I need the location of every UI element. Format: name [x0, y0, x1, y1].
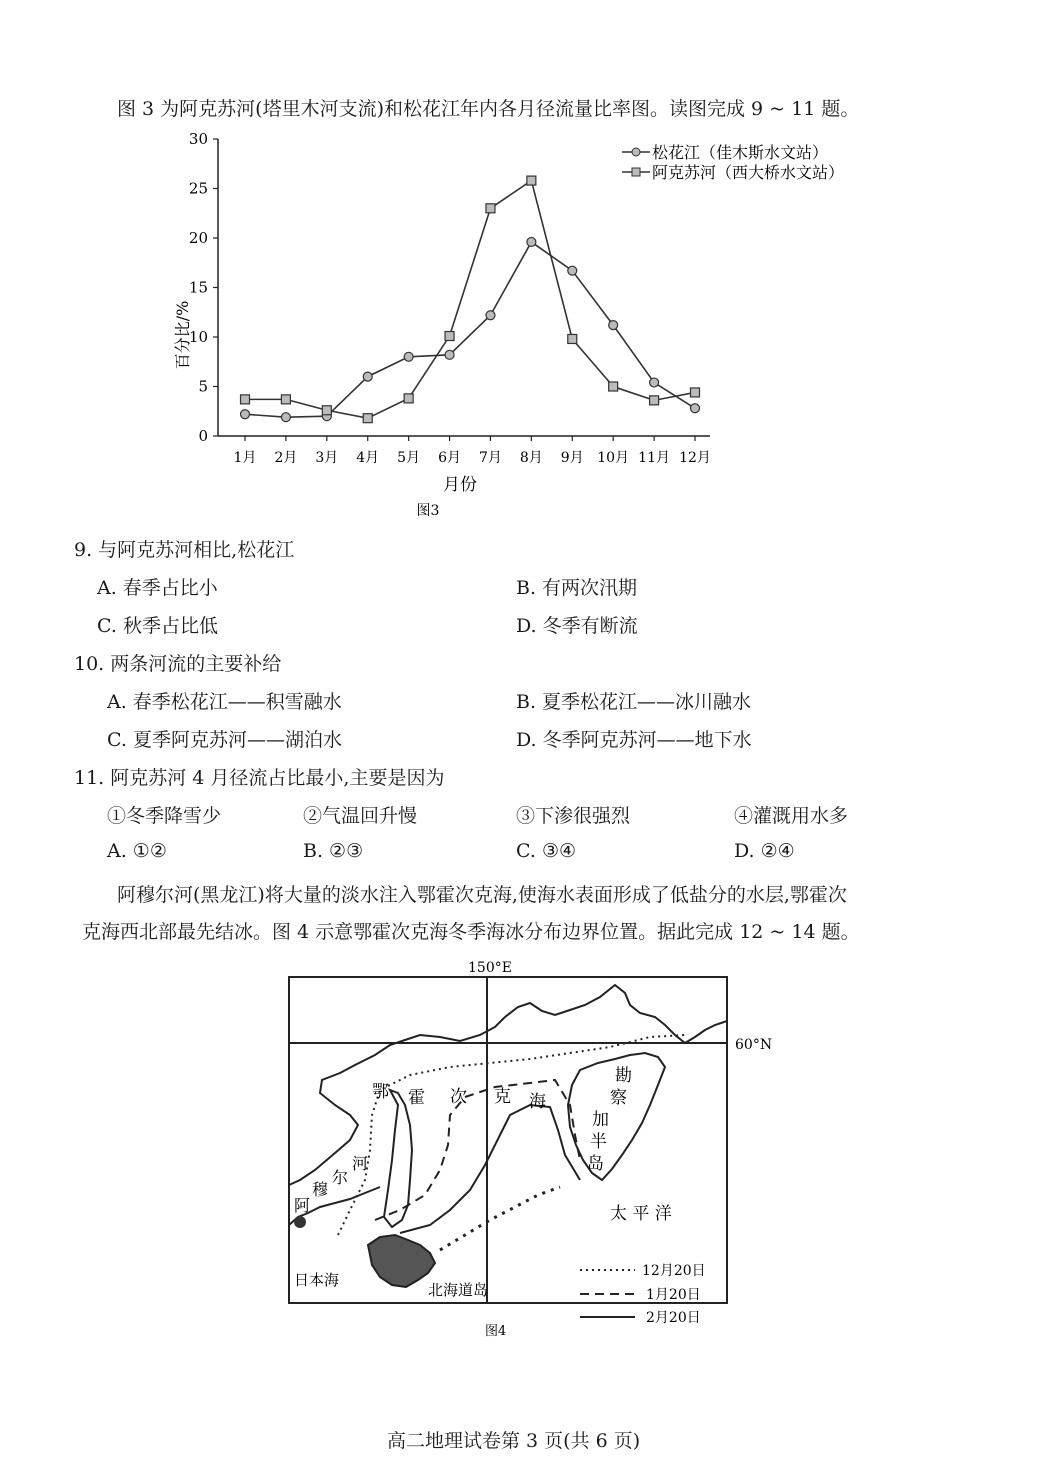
question-11-option-b: B. ②③ [303, 840, 364, 862]
lat-label: 60°N [735, 1037, 773, 1053]
series-0-point [445, 350, 454, 359]
y-tick-label: 25 [188, 179, 208, 198]
series-1-point [691, 388, 700, 397]
series-1-point [486, 204, 495, 213]
series-1-point [445, 332, 454, 341]
x-tick-label: 12月 [679, 450, 711, 466]
sea-char-1: 鄂 [372, 1082, 389, 1102]
chart-caption: 图3 [416, 503, 440, 519]
y-tick-label: 15 [188, 278, 208, 297]
question-10-option-c: C. 夏季阿克苏河——湖泊水 [107, 729, 342, 751]
question-11-statement-3: ③下渗很强烈 [516, 805, 631, 827]
x-tick-label: 10月 [597, 450, 630, 466]
question-10-option-d: D. 冬季阿克苏河——地下水 [516, 729, 752, 751]
ice-boundary-feb20 [400, 1105, 580, 1233]
sea-char-5: 海 [529, 1092, 546, 1112]
chart-y-ticks [189, 130, 218, 445]
series-0-point [609, 321, 618, 330]
river-mouth-marker [294, 1216, 306, 1228]
series-0-point [241, 410, 250, 419]
chart-series [241, 176, 700, 423]
y-tick-label: 10 [188, 328, 208, 346]
question-11-stem: 11. 阿克苏河 4 月径流占比最小,主要是因为 [74, 767, 445, 789]
legend-label-jan20: 1月20日 [646, 1287, 701, 1303]
pacific-label: 太 平 洋 [610, 1204, 672, 1224]
series-1-point [404, 394, 413, 403]
x-tick-label: 5月 [397, 450, 421, 466]
series-1-point [281, 395, 290, 404]
question-9-option-b: B. 有两次汛期 [516, 577, 638, 599]
river-char-2: 穆 [312, 1180, 329, 1199]
x-tick-label: 9月 [560, 450, 584, 466]
series-0-point [486, 311, 495, 320]
y-tick-label: 5 [198, 377, 208, 396]
hokkaido-island [368, 1235, 435, 1287]
question-11-option-c: C. ③④ [516, 840, 577, 862]
map-caption: 图4 [485, 1324, 507, 1339]
question-9-option-a: A. 春季占比小 [97, 577, 218, 599]
question-11-statement-4: ④灌溉用水多 [734, 805, 849, 827]
series-1-point [241, 395, 250, 404]
lon-label: 150°E [468, 960, 512, 976]
question-11-option-a: A. ①② [107, 840, 167, 862]
y-tick-label: 20 [188, 229, 208, 247]
intro-text-1: 图 3 为阿克苏河(塔里木河支流)和松花江年内各月径流量比率图。读图完成 9 ~ 11 题。 [117, 98, 860, 120]
ice-boundary-jan20 [375, 1080, 580, 1220]
intro-text-2-line-1: 阿穆尔河(黑龙江)将大量的淡水注入鄂霍次克海,使海水表面形成了低盐分的水层,鄂霍次 [117, 884, 847, 906]
legend-label-1: 阿克苏河（西大桥水文站） [652, 163, 845, 182]
map-frame [289, 977, 727, 1303]
x-tick-label: 1月 [233, 450, 257, 466]
chart-legend [622, 143, 844, 182]
legend-marker-1 [632, 168, 640, 176]
question-10-option-b: B. 夏季松花江——冰川融水 [516, 691, 752, 713]
peninsula-char-3: 加 [592, 1110, 609, 1130]
peninsula-char-1: 勘 [615, 1066, 632, 1086]
x-tick-label: 11月 [638, 450, 671, 466]
peninsula-char-4: 半 [590, 1132, 607, 1152]
x-tick-label: 7月 [478, 450, 502, 466]
question-10-option-a: A. 春季松花江——积雪融水 [107, 691, 342, 713]
series-0-point [527, 237, 536, 246]
x-tick-label: 6月 [438, 450, 462, 466]
river-char-1: 阿 [294, 1196, 311, 1215]
series-1-point [527, 176, 536, 185]
series-0-point [281, 413, 290, 422]
chart-x-label: 月份 [443, 475, 477, 495]
series-1-point [650, 396, 659, 405]
question-11-statement-1: ①冬季降雪少 [107, 805, 222, 827]
hokkaido-label: 北海道岛 [428, 1281, 489, 1299]
legend-marker-0 [632, 148, 640, 156]
legend-label-feb20: 2月20日 [646, 1310, 701, 1326]
japan-sea-label: 日本海 [294, 1271, 340, 1289]
kuril-islands [440, 1187, 560, 1250]
river-char-4: 河 [352, 1154, 369, 1173]
chart-x-ticks [234, 436, 711, 466]
series-1-point [363, 414, 372, 423]
series-0-point [650, 378, 659, 387]
x-tick-label: 4月 [356, 450, 380, 466]
question-11-option-d: D. ②④ [734, 840, 795, 862]
x-tick-label: 8月 [519, 450, 543, 466]
river-char-3: 尔 [332, 1168, 349, 1187]
series-1-point [322, 406, 331, 415]
legend-label-dec20: 12月20日 [642, 1263, 706, 1279]
intro-text-2-line-2: 克海西北部最先结冰。图 4 示意鄂霍次克海冬季海冰分布边界位置。据此完成 12 ~ 14 题。 [82, 921, 860, 943]
map-legend [580, 1263, 706, 1326]
series-0-point [568, 266, 577, 275]
peninsula-char-5: 岛 [587, 1154, 604, 1174]
chart-y-label: 百分比/% [173, 300, 192, 370]
y-tick-label: 30 [188, 130, 208, 148]
question-9-option-d: D. 冬季有断流 [516, 615, 638, 637]
sea-char-3: 次 [450, 1087, 467, 1107]
x-tick-label: 2月 [274, 450, 298, 466]
sea-char-2: 霍 [408, 1088, 425, 1108]
peninsula-char-2: 察 [610, 1088, 627, 1108]
legend-label-0: 松花江（佳木斯水文站） [652, 143, 829, 162]
page-footer: 高二地理试卷第 3 页(共 6 页) [387, 1430, 641, 1452]
x-tick-label: 3月 [315, 450, 339, 466]
series-line-1 [245, 181, 695, 419]
runoff-chart [150, 125, 845, 525]
series-1-point [568, 334, 577, 343]
series-0-point [404, 352, 413, 361]
question-9-stem: 9. 与阿克苏河相比,松花江 [74, 539, 295, 561]
question-11-statement-2: ②气温回升慢 [303, 805, 418, 827]
sea-char-4: 克 [494, 1087, 511, 1107]
series-0-point [363, 372, 372, 381]
series-0-point [691, 404, 700, 413]
series-1-point [609, 382, 618, 391]
okhotsk-sea-ice-map [280, 955, 800, 1345]
y-tick-label: 0 [198, 427, 208, 445]
question-9-option-c: C. 秋季占比低 [97, 615, 218, 637]
question-10-stem: 10. 两条河流的主要补给 [74, 653, 282, 675]
chart-axes [218, 139, 710, 436]
